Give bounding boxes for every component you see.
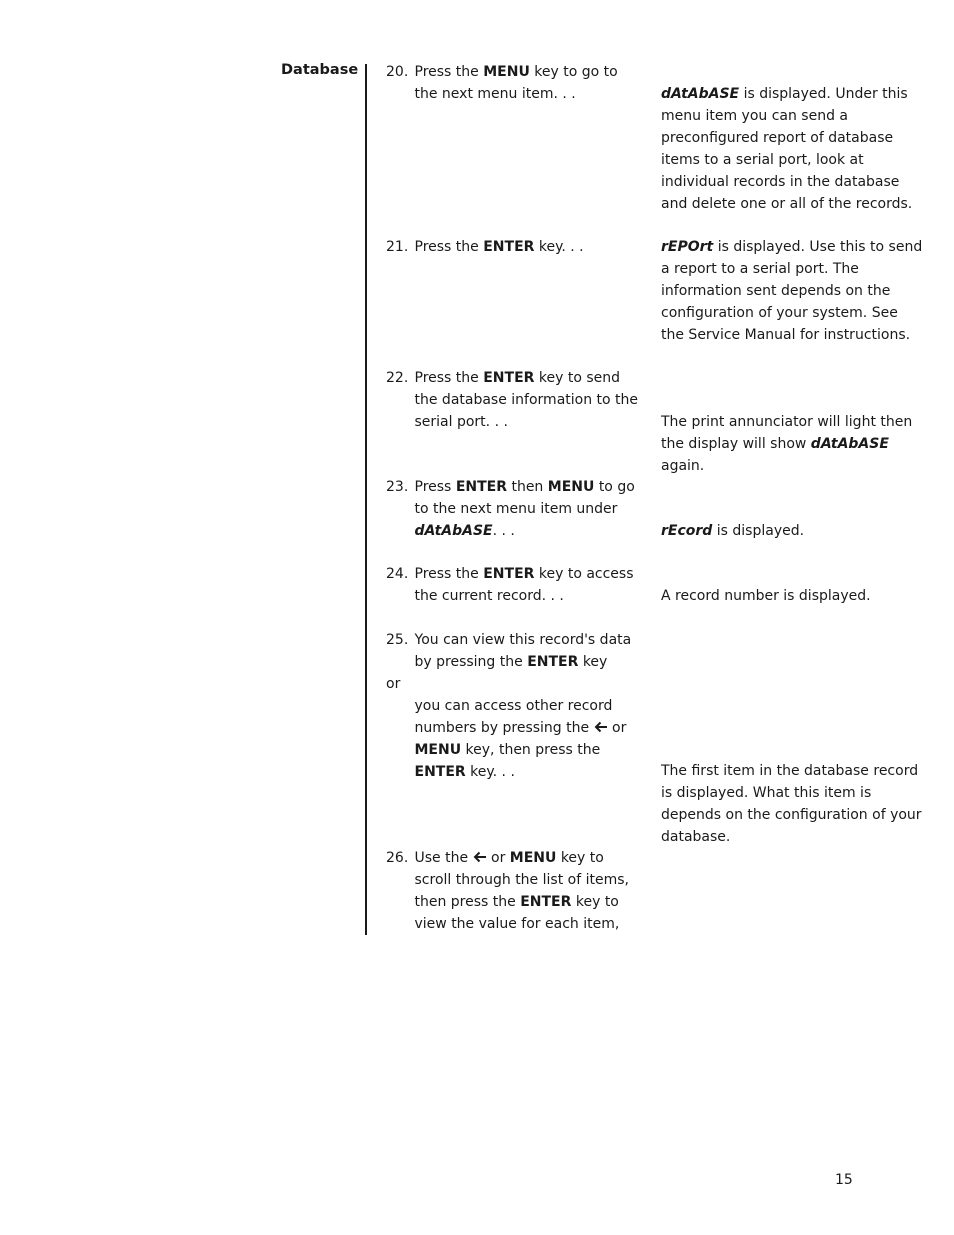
response-22: The print annunciator will light then the display will show dAtAbASE again.: [661, 414, 913, 474]
menu-key: MENU: [547, 479, 595, 495]
response-24: A record number is displayed.: [661, 588, 871, 604]
menu-key: MENU: [509, 850, 557, 866]
step-number: 26.: [386, 850, 409, 866]
enter-key: ENTER: [520, 894, 572, 910]
menu-key: MENU: [414, 742, 462, 758]
or-text: or: [386, 676, 401, 692]
response-20: dAtAbASE is displayed. Under this menu item you can send a preconfigured report of database items to a serial port, look at individual records in the database and delete one or all of the records.: [661, 86, 913, 212]
enter-key: ENTER: [527, 654, 579, 670]
enter-key: ENTER: [483, 566, 535, 582]
step-number: 21.: [386, 239, 409, 255]
enter-key: ENTER: [483, 370, 535, 386]
enter-key: ENTER: [455, 479, 507, 495]
step-text-alt: you can access other record numbers by pressing the or MENU key, then press the ENTER key. . .: [414, 698, 627, 780]
step-number: 24.: [386, 566, 409, 582]
left-arrow-icon: [594, 721, 608, 733]
step-26: [386, 847, 644, 935]
step-21: [386, 236, 644, 258]
response-23: rEcord is displayed.: [661, 523, 805, 539]
step-text: Press the ENTER key to access the current record. . .: [414, 566, 634, 604]
step-23: [386, 476, 644, 542]
step-number: 23.: [386, 479, 409, 495]
step-text: Press ENTER then MENU to go to the next menu item under dAtAbASE. . .: [414, 479, 635, 539]
enter-key: ENTER: [483, 239, 535, 255]
response-25: The first item in the database record is displayed. What this item is depends on the configuration of your database.: [661, 763, 922, 845]
step-number: 22.: [386, 370, 409, 386]
vertical-rule: [365, 64, 367, 935]
step-22: [386, 367, 644, 433]
step-25: [386, 629, 644, 783]
step-text: You can view this record's data by pressing the ENTER key: [414, 632, 632, 670]
step-text: Press the ENTER key to send the database information to the serial port. . .: [414, 370, 639, 430]
step-text: Press the ENTER key. . .: [414, 239, 584, 255]
enter-key: ENTER: [414, 764, 466, 780]
section-heading: Database: [281, 62, 359, 78]
step-24: [386, 563, 644, 607]
step-number: 20.: [386, 64, 409, 80]
menu-key: MENU: [483, 64, 530, 80]
left-arrow-icon: [473, 851, 487, 863]
step-text: Press the MENU key to go to the next menu item. . .: [414, 64, 618, 102]
step-20: [386, 61, 644, 105]
step-text: Use the or MENU key to scroll through the list of items, then press the ENTER key to view the value for each item,: [414, 850, 629, 932]
step-number: 25.: [386, 632, 409, 648]
response-21: rEPOrt is displayed. Use this to send a report to a serial port. The information sent depends on the configuration of your system. See the Service Manual for instructions.: [661, 239, 923, 343]
page-number: 15: [835, 1172, 853, 1188]
